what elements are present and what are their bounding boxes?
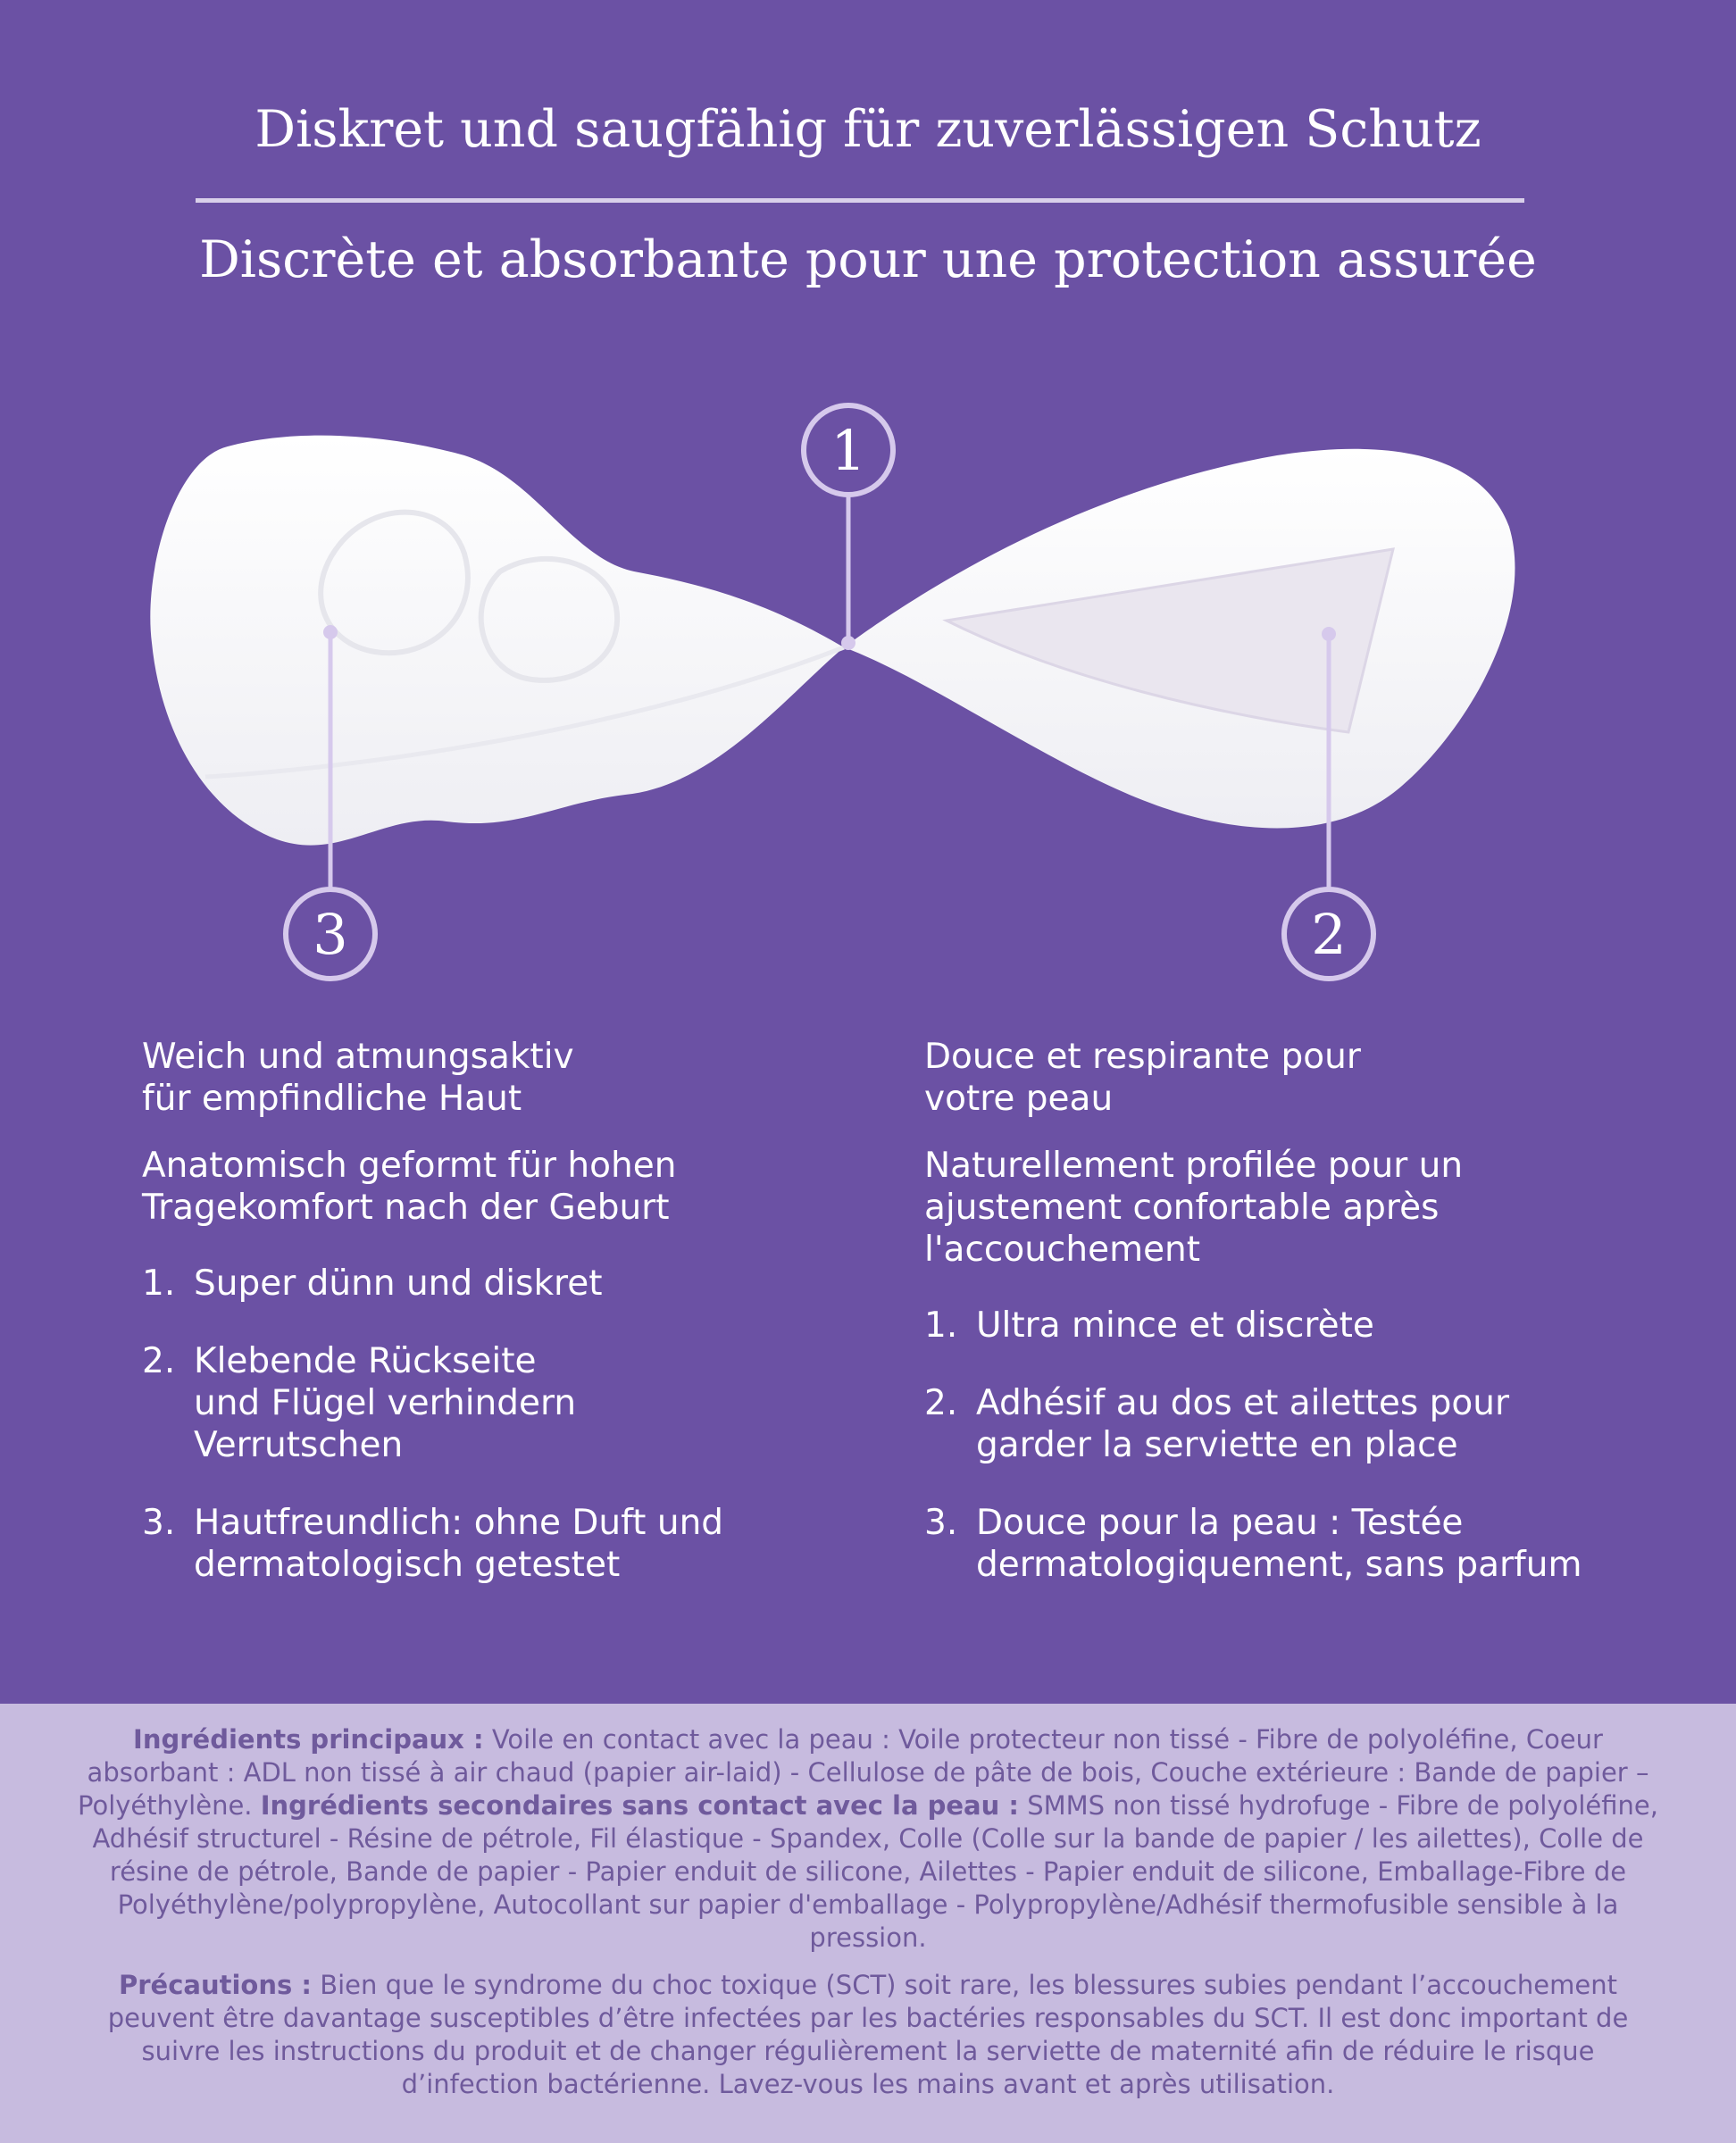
title-german: Diskret und saugfähig für zuverlässigen Schutz (255, 100, 1481, 159)
feature-line: Adhésif au dos et ailettes pour (976, 1383, 1509, 1423)
french-para-soft (924, 1036, 1674, 1120)
feature-line: dermatologisch getestet (194, 1545, 621, 1585)
callout-1-label: 1 (830, 418, 866, 483)
german-para-soft (142, 1036, 839, 1120)
callout-dot-1 (841, 636, 855, 650)
french-para-shape (924, 1145, 1674, 1271)
ingredients-main-text: Voile en contact avec la peau : Voile protecteur non tissé - Fibre de polyoléfine, Coeur absorbant : ADL non tissé à air chaud (papier air-laid) - Cellulose de pâte de bois, Couche extérieure : Bande de papier – Polyéthylène. (78, 1724, 1649, 1821)
feature-line: Hautfreundlich: ohne Duft und (194, 1503, 724, 1543)
callout-dot-3 (323, 625, 338, 639)
german-para-shape-line: Anatomisch geformt für hohen (142, 1146, 677, 1186)
ingredients-main-label: Ingrédients principaux : (133, 1724, 484, 1755)
french-para-soft-line: votre peau (924, 1079, 1114, 1119)
german-feature-3 (142, 1502, 839, 1586)
german-feature-list (142, 1263, 839, 1586)
feature-line: und Flügel verhindern (194, 1383, 577, 1423)
ingredients-secondary-text: SMMS non tissé hydrofuge - Fibre de polyoléfine, Adhésif structurel - Résine de pétrole, Fil élastique - Spandex, Colle (Colle sur la bande de papier / les ailettes), Colle de résine de pétrole, Bande de papier - Papier enduit de silicone, Ailettes - Papier enduit de silicone, Emballage-Fibre de Polyéthylène/polypropylène, Autocollant sur papier d'emballage - Polypropylène/Adhésif thermofusible sensible à la pression. (92, 1790, 1658, 1953)
german-para-shape-line: Tragekomfort nach der Geburt (142, 1188, 670, 1228)
french-feature-1 (924, 1305, 1674, 1347)
callout-3 (286, 889, 375, 979)
french-feature-2 (924, 1382, 1674, 1466)
precautions-label: Précautions : (119, 1970, 312, 2000)
callout-2-label: 2 (1311, 902, 1347, 967)
french-para-shape-line: ajustement confortable après (924, 1188, 1440, 1228)
list-number: 2. (142, 1341, 176, 1381)
german-column (142, 1036, 839, 1622)
list-number: 3. (924, 1503, 958, 1543)
french-para-soft-line: Douce et respirante pour (924, 1037, 1361, 1077)
precautions-body: Bien que le syndrome du choc toxique (SCT) soit rare, les blessures subies pendant l’accouchement peuvent être davantage susceptibles d’être infectées par les bactéries responsables du SCT. Il est donc important de suivre les instructions du produit et de changer régulièrement la serviette de maternité afin de réduire le risque d’infection bactérienne. Lavez-vous les mains avant et après utilisation. (107, 1970, 1629, 2099)
callout-1 (804, 405, 893, 495)
french-para-shape-line: Naturellement profilée pour un (924, 1146, 1464, 1186)
feature-line: Klebende Rückseite (194, 1341, 537, 1381)
feature-line: Verrutschen (194, 1425, 404, 1465)
feature-line: Ultra mince et discrète (976, 1305, 1374, 1346)
french-feature-3 (924, 1502, 1674, 1586)
ingredients-secondary-label: Ingrédients secondaires sans contact avec la peau : (260, 1790, 1019, 1821)
german-feature-1 (142, 1263, 839, 1305)
french-column (924, 1036, 1674, 1622)
feature-line: Super dünn und diskret (194, 1263, 603, 1304)
german-para-shape (142, 1145, 839, 1229)
list-number: 1. (924, 1305, 958, 1346)
callout-3-label: 3 (313, 902, 348, 967)
list-number: 1. (142, 1263, 176, 1304)
callout-2 (1284, 889, 1373, 979)
german-para-soft-line: für empfindliche Haut (142, 1079, 522, 1119)
german-para-soft-line: Weich und atmungsaktiv (142, 1037, 574, 1077)
feature-line: Douce pour la peau : Testée (976, 1503, 1464, 1543)
german-feature-2 (142, 1340, 839, 1466)
ingredients-panel (0, 1704, 1736, 2143)
feature-line: dermatologiquement, sans parfum (976, 1545, 1582, 1585)
title-divider (196, 198, 1524, 203)
list-number: 3. (142, 1503, 176, 1543)
ingredients-text (71, 1723, 1665, 1955)
callout-dot-2 (1322, 627, 1336, 641)
french-feature-list (924, 1305, 1674, 1586)
precautions-text (71, 1969, 1665, 2101)
french-para-shape-line: l'accouchement (924, 1230, 1201, 1270)
pad-illustration (0, 393, 1736, 1018)
pad-left-half (150, 436, 844, 846)
feature-line: garder la serviette en place (976, 1425, 1458, 1465)
list-number: 2. (924, 1383, 958, 1423)
title-french: Discrète et absorbante pour une protection assurée (199, 230, 1537, 289)
